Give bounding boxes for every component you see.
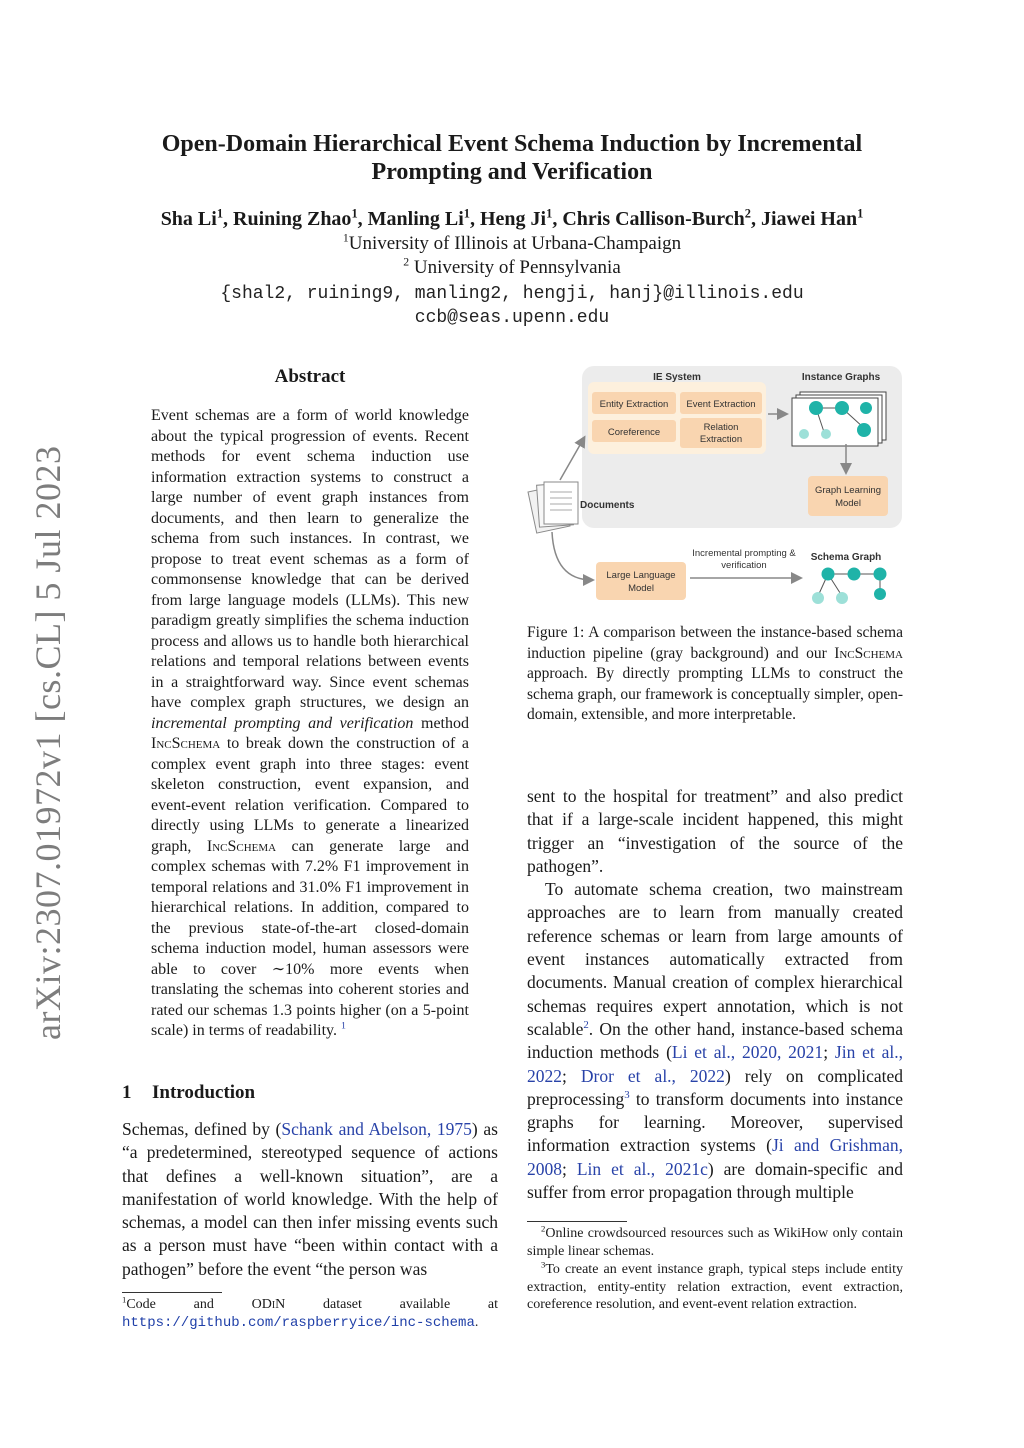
schema-graph-label: Schema Graph [810, 552, 882, 563]
email-line-2: ccb@seas.upenn.edu [414, 308, 610, 328]
documents-label: Documents [580, 500, 635, 511]
author: Manling Li$^1$ [367, 206, 470, 230]
affiliation-1: $^1$University of Illinois at Urbana-Champaign [342, 231, 682, 254]
affiliation-2: $^2$ University of Pennsylvania [403, 255, 621, 278]
intro-paragraph: Schemas, defined by (Schank and Abelson, 1975) as “a predetermined, stereotyped sequence of actions that defines a well-known situation”, are a manifestation of world knowledge. With the help of schemas, a model can then infer missing events such as a person must have “been within contact with a pathogen” before the event “the person was [122, 1119, 498, 1279]
figure-1-diagram [524, 362, 904, 612]
llm-label-1: Large Language [606, 570, 676, 581]
llm-label-2: Model [628, 583, 654, 594]
incremental-label-2: verification [721, 560, 767, 571]
citation-link[interactable]: Schank and Abelson, 1975 [281, 1119, 472, 1139]
abstract-heading: Abstract [274, 366, 346, 387]
citation-link[interactable]: Dror et al., 2022 [580, 1065, 725, 1086]
title-line-2: Prompting and Verification [371, 159, 653, 185]
citation-link[interactable]: Ji and Grishman, 2008 [527, 1135, 903, 1179]
instance-graphs-label: Instance Graphs [801, 372, 881, 383]
documents-icon [528, 482, 578, 533]
coreference-label: Coreference [607, 427, 661, 438]
footnote-ref[interactable]: 2 [583, 1019, 589, 1032]
graph-learning-label-2: Model [835, 498, 861, 509]
citation-link[interactable]: Li et al., 2020, 2021 [671, 1042, 824, 1063]
citation-link[interactable]: Lin et al., 2021c [576, 1158, 708, 1179]
author: Chris Callison-Burch$^2$ [562, 206, 751, 230]
event-extraction-label: Event Extraction [686, 399, 756, 410]
author-list: Sha Li$^1$, Ruining Zhao$^1$, Manling Li$^1$, Heng Ji$^1$, Chris Callison-Burch$^2$, Jiawei Han$^1$ [160, 206, 864, 230]
right-column-text [527, 785, 903, 1204]
footnote-ref[interactable]: 1 [341, 1020, 346, 1032]
paragraph: sent to the hospital for treatment” and also predict that if a large-scale incident happened, this might trigger an “investigation of the source of the pathogen”. [527, 786, 903, 876]
relation-extraction-label-1: Relation [703, 422, 739, 433]
title-line-1: Open-Domain Hierarchical Event Schema Induction by Incremental [161, 131, 863, 157]
paper-title [100, 130, 924, 186]
footnote-2: $^2$Online crowdsourced resources such as WikiHow only contain simple linear schemas. [527, 1223, 903, 1259]
citation-link[interactable]: Jin et al., 2022 [527, 1042, 903, 1086]
footnote-1: $^1$Code and ODiN dataset available at https://github.com/raspberryice/inc-schema. [122, 1294, 499, 1331]
graph-learning-label-1: Graph Learning [814, 485, 882, 496]
footnote-3: $^3$To create an event instance graph, typical steps include entity extraction, entity-entity relation extraction, event extraction, coreference resolution, and event-event relation extraction. [527, 1259, 903, 1312]
relation-extraction-label-2: Extraction [699, 434, 743, 445]
paragraph: To automate schema creation, two mainstream approaches are to learn from manually created reference schemas or learn from large amounts of event instances automatically extracted from documents. Manual creation of complex hierarchical schemas requires expert annotation, which is not scalable$^2$. On the other hand, instance-based schema induction methods (Li et al., 2020, 2021; Jin et al., 2022; Dror et al., 2022) rely on complicated preprocessing$^3$ to transform documents into instance graphs for learning. Moreover, supervised information extraction systems (Ji and Grishman, 2008; Lin et al., 2021c) are domain-specific and suffer from error propagation through multiple [527, 879, 903, 1203]
abstract-body: Event schemas are a form of world knowledge about the typical progression of events. Recent methods for event schema induction use information extraction systems to construct a large number of event graph instances from documents, and then learn to generalize the schema from such instances. In contrast, we propose to treat event schemas as a form of commonsense knowledge that can be derived from large language models (LLMs). This new paradigm greatly simplifies the schema induction process and allows us to handle both hierarchical relations and temporal relations between events in a straightforward way. Since event schemas have complex graph structures, we design an incremental prompting and verification method IncSchema to break down the construction of a complex event graph into three stages: event skeleton construction, event expansion, and event-event relation verification. Compared to directly using LLMs to generate a linearized graph, IncSchema can generate large and complex schemas with 7.2% F1 improvement in temporal relations and 31.0% F1 improvement in hierarchical relations. In addition, compared to the previous state-of-the-art closed-domain schema induction model, human assessors were able to cover ∼10% more events when translating the schemas into coherent stories and rated our schemas 1.3 points higher (on a 5-point scale) in terms of readability. $^1$ [151, 407, 470, 1039]
incremental-label-1: Incremental prompting & [692, 548, 796, 559]
author: Heng Ji$^1$ [479, 206, 553, 230]
graph-learning-box [808, 476, 888, 516]
footnote-rule [122, 1292, 222, 1293]
schema-graph-icon [812, 568, 887, 605]
arxiv-side-label: arXiv:2307.01972v1 [cs.CL] 5 Jul 2023 [28, 445, 68, 1040]
ie-system-label: IE System [653, 372, 701, 383]
email-line-1: {shal2, ruining9, manling2, hengji, hanj}@illinois.edu [220, 284, 804, 304]
llm-box [596, 562, 686, 600]
footnote-ref[interactable]: 3 [624, 1089, 630, 1102]
author: Ruining Zhao$^1$ [233, 206, 358, 230]
entity-extraction-label: Entity Extraction [599, 399, 669, 410]
author: Sha Li$^1$ [160, 206, 224, 230]
footnote-rule [527, 1221, 627, 1222]
figure-1-caption: Figure 1: A comparison between the instance-based schema induction pipeline (gray background) and our IncSchema approach. By directly prompting LLMs to construct the schema graph, our framework is conceptually simpler, open-domain, extensible, and more interpretable. [527, 624, 903, 723]
section-heading: 1 Introduction [122, 1082, 256, 1103]
code-url-link[interactable]: https://github.com/raspberryice/inc-schema [122, 1314, 475, 1331]
author: Jiawei Han$^1$ [760, 206, 864, 230]
instance-graphs-icon [792, 392, 886, 446]
